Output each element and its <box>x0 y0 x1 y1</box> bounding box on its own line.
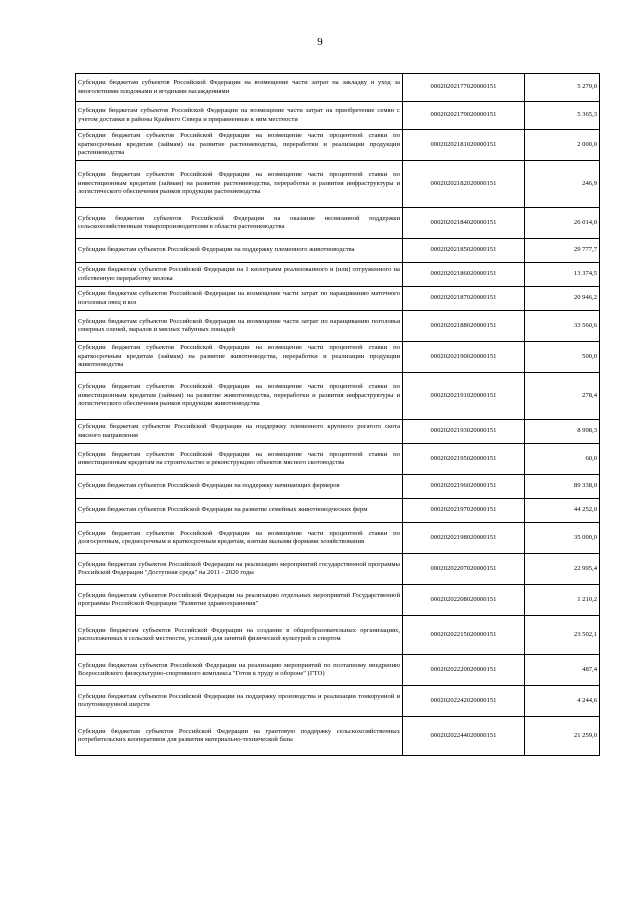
row-amount: 26 014,0 <box>525 208 600 239</box>
row-description: Субсидии бюджетам субъектов Российской Федерации на возмещение части процентной ставки по инвестиционным кредитам на строительство и реконструкцию объектов мясного скотоводства <box>76 444 403 475</box>
table-row <box>76 616 600 655</box>
table-row <box>76 161 600 208</box>
row-amount: 23 502,1 <box>525 616 600 655</box>
row-code: 00020202242020000151 <box>403 686 525 717</box>
table-row <box>76 717 600 756</box>
row-code: 00020202195020000151 <box>403 444 525 475</box>
row-code: 00020202184020000151 <box>403 208 525 239</box>
table-row <box>76 311 600 342</box>
row-description: Субсидии бюджетам субъектов Российской Федерации на поддержку начинающих фермеров <box>76 475 403 499</box>
table-row <box>76 655 600 686</box>
row-code: 00020202185020000151 <box>403 239 525 263</box>
row-code: 00020202177020000151 <box>403 74 525 102</box>
row-amount: 5 279,0 <box>525 74 600 102</box>
table-body <box>76 74 600 756</box>
row-description: Субсидии бюджетам субъектов Российской Федерации на грантовую поддержку сельскохозяйственных потребительских кооперативов для развития материально-технической базы <box>76 717 403 756</box>
page-number: 9 <box>317 36 323 48</box>
row-code: 00020202193020000151 <box>403 420 525 444</box>
table-row <box>76 263 600 287</box>
table-row <box>76 287 600 311</box>
row-description: Субсидии бюджетам субъектов Российской Федерации на оказание несвязанной поддержки сельскохозяйственным товаропроизводителям в области растениеводства <box>76 208 403 239</box>
row-amount: 1 210,2 <box>525 585 600 616</box>
row-code: 00020202182020000151 <box>403 161 525 208</box>
row-description: Субсидии бюджетам субъектов Российской Федерации на возмещение части процентной ставки по краткосрочным кредитам (займам) на развитие животноводства, переработки и реализации продукции животноводства <box>76 342 403 373</box>
row-amount: 22 995,4 <box>525 554 600 585</box>
row-description: Субсидии бюджетам субъектов Российской Федерации на поддержку племенного животноводства <box>76 239 403 263</box>
row-code: 00020202188020000151 <box>403 311 525 342</box>
row-description: Субсидии бюджетам субъектов Российской Федерации на возмещение части затрат по наращиванию поголовья северных оленей, маралов и мясных табунных лошадей <box>76 311 403 342</box>
row-code: 00020202181020000151 <box>403 130 525 161</box>
row-amount: 44 252,0 <box>525 499 600 523</box>
row-amount: 35 000,0 <box>525 523 600 554</box>
row-description: Субсидии бюджетам субъектов Российской Федерации на 1 килограмм реализованного и (или) отгруженного на собственную переработку молока <box>76 263 403 287</box>
table-row <box>76 444 600 475</box>
row-description: Субсидии бюджетам субъектов Российской Федерации на возмещение части затрат на приобретение семян с учетом доставки в районы Крайнего Севера и приравненные к ним местности <box>76 102 403 130</box>
row-description: Субсидии бюджетам субъектов Российской Федерации на возмещение части процентной ставки по краткосрочным кредитам (займам) на развитие растениеводства, переработки и реализации продукции растениеводства <box>76 130 403 161</box>
table-row <box>76 523 600 554</box>
row-code: 00020202186020000151 <box>403 263 525 287</box>
table-row <box>76 420 600 444</box>
row-amount: 21 259,0 <box>525 717 600 756</box>
row-description: Субсидии бюджетам субъектов Российской Федерации на реализацию мероприятий по поэтапному внедрению Всероссийского физкультурно-спортивного комплекса "Готов к труду и обороне" (ГТО) <box>76 655 403 686</box>
row-amount: 89 338,0 <box>525 475 600 499</box>
table-row <box>76 239 600 263</box>
table-row <box>76 499 600 523</box>
row-description: Субсидии бюджетам субъектов Российской Федерации на возмещение части процентной ставки по инвестиционным кредитам (займам) на развитие животноводства, переработки и развития инфраструктуры и логистического обеспечения рынков продукции животноводства <box>76 373 403 420</box>
row-amount: 4 244,6 <box>525 686 600 717</box>
row-description: Субсидии бюджетам субъектов Российской Федерации на возмещение части затрат на закладку и уход за многолетними плодовыми и ягодными насаждениями <box>76 74 403 102</box>
row-amount: 8 998,3 <box>525 420 600 444</box>
row-code: 00020202196020000151 <box>403 475 525 499</box>
row-amount: 487,4 <box>525 655 600 686</box>
row-description: Субсидии бюджетам субъектов Российской Федерации на возмещение части процентной ставки по долгосрочным, среднесрочным и краткосрочным кредитам, взятым малыми формами хозяйствования <box>76 523 403 554</box>
row-code: 00020202215020000151 <box>403 616 525 655</box>
row-amount: 500,0 <box>525 342 600 373</box>
row-description: Субсидии бюджетам субъектов Российской Федерации на реализацию отдельных мероприятий Государственной программы Российской Федерации "Развитие здравоохранения" <box>76 585 403 616</box>
row-amount: 5 365,3 <box>525 102 600 130</box>
row-amount: 13 374,5 <box>525 263 600 287</box>
row-amount: 20 946,2 <box>525 287 600 311</box>
row-description: Субсидии бюджетам субъектов Российской Федерации на развитие семейных животноводческих ферм <box>76 499 403 523</box>
row-description: Субсидии бюджетам субъектов Российской Федерации на поддержку племенного крупного рогатого скота мясного направления <box>76 420 403 444</box>
table-row <box>76 208 600 239</box>
row-code: 00020202190020000151 <box>403 342 525 373</box>
row-amount: 60,0 <box>525 444 600 475</box>
row-code: 00020202197020000151 <box>403 499 525 523</box>
table-row <box>76 475 600 499</box>
row-description: Субсидии бюджетам субъектов Российской Федерации на поддержку производства и реализации тонкорунной и полутонкорунной шерсти <box>76 686 403 717</box>
row-code: 00020202244020000151 <box>403 717 525 756</box>
table-row <box>76 686 600 717</box>
row-code: 00020202179020000151 <box>403 102 525 130</box>
row-code: 00020202207020000151 <box>403 554 525 585</box>
row-amount: 29 777,7 <box>525 239 600 263</box>
row-code: 00020202208020000151 <box>403 585 525 616</box>
table-row <box>76 342 600 373</box>
row-code: 00020202220020000151 <box>403 655 525 686</box>
table-row <box>76 102 600 130</box>
table-row <box>76 74 600 102</box>
row-code: 00020202191020000151 <box>403 373 525 420</box>
table-row <box>76 554 600 585</box>
table-row <box>76 130 600 161</box>
row-amount: 246,9 <box>525 161 600 208</box>
row-amount: 33 560,6 <box>525 311 600 342</box>
row-description: Субсидии бюджетам субъектов Российской Федерации на создание в общеобразовательных организациях, расположенных в сельской местности, условий для занятий физической культурой и спортом <box>76 616 403 655</box>
budget-table <box>75 73 600 756</box>
row-code: 00020202187020000151 <box>403 287 525 311</box>
table-row <box>76 585 600 616</box>
row-amount: 278,4 <box>525 373 600 420</box>
table-row <box>76 373 600 420</box>
row-code: 00020202198020000151 <box>403 523 525 554</box>
row-amount: 2 000,0 <box>525 130 600 161</box>
row-description: Субсидии бюджетам субъектов Российской Федерации на реализацию мероприятий государственной программы Российской Федерации "Доступная среда" на 2011 - 2020 годы <box>76 554 403 585</box>
row-description: Субсидии бюджетам субъектов Российской Федерации на возмещение части процентной ставки по инвестиционным кредитам (займам) на развитие растениеводства, переработки и развития инфраструктуры и логистического обеспечения рынков продукции растениеводства <box>76 161 403 208</box>
row-description: Субсидии бюджетам субъектов Российской Федерации на возмещение части затрат по наращиванию маточного поголовья овец и коз <box>76 287 403 311</box>
